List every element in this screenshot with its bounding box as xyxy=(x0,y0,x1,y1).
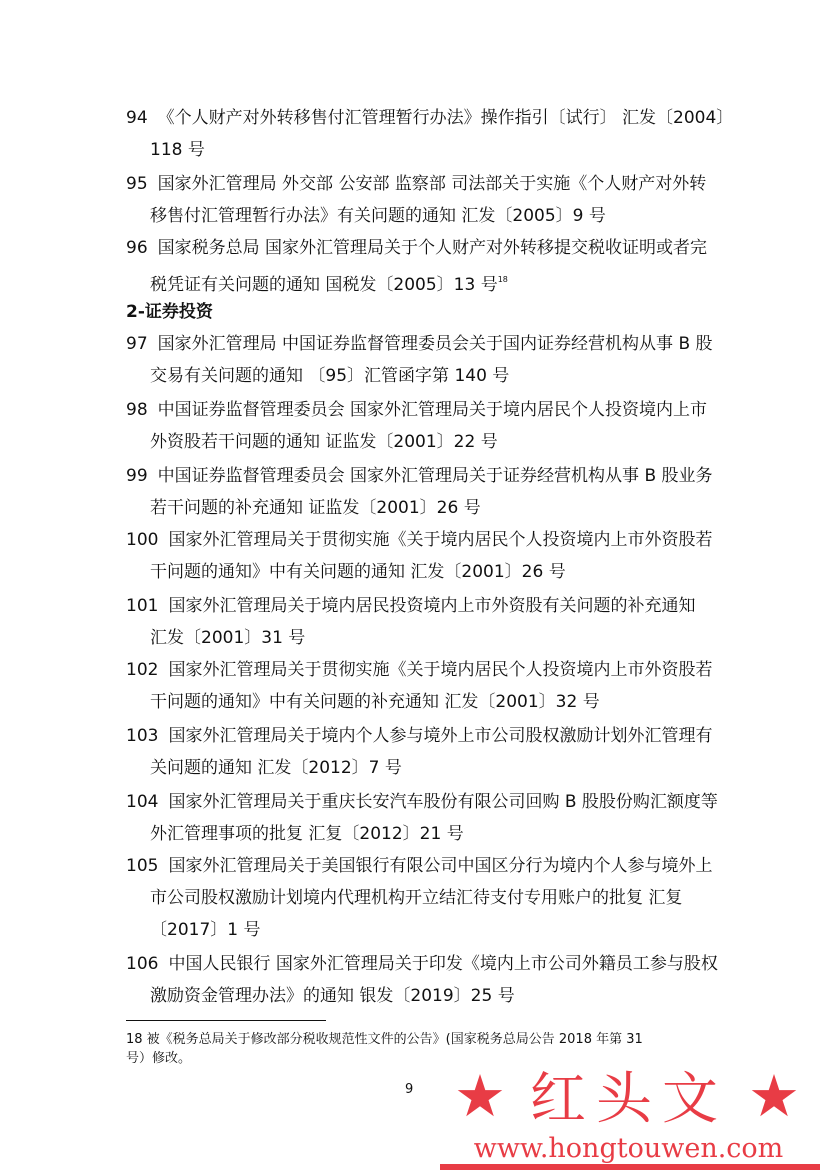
watermark-title: 红头文 xyxy=(530,1067,728,1132)
footnote-ref[interactable]: 18 xyxy=(497,275,508,284)
watermark-url: www.hongtouwen.com xyxy=(473,1133,784,1164)
watermark-underline xyxy=(440,1164,820,1170)
list-item: 98 中国证券监督管理委员会 国家外汇管理局关于境内居民个人投资境内上市 外资股若干问题的通知 证监发〔2001〕22 号 xyxy=(126,400,708,452)
list-item: 103 国家外汇管理局关于境内个人参与境外上市公司股权激励计划外汇管理有 关问题的通知 汇发〔2012〕7 号 xyxy=(126,726,713,778)
list-item: 94 《个人财产对外转移售付汇管理暂行办法》操作指引〔试行〕 汇发〔2004〕 118 号 xyxy=(126,108,734,160)
star-icon: ★ xyxy=(454,1062,506,1130)
section-heading: 2-证券投资 xyxy=(126,302,213,322)
list-item: 99 中国证券监督管理委员会 国家外汇管理局关于证券经营机构从事 B 股业务 若干问题的补充通知 证监发〔2001〕26 号 xyxy=(126,466,713,518)
footnote: 18 被《税务总局关于修改部分税收规范性文件的公告》(国家税务总局公告 2018 年第 31 号）修改。 xyxy=(126,1032,643,1066)
list-item: 106 中国人民银行 国家外汇管理局关于印发《境内上市公司外籍员工参与股权 激励资金管理办法》的通知 银发〔2019〕25 号 xyxy=(126,954,718,1006)
star-icon: ★ xyxy=(748,1062,800,1130)
list-item: 101 国家外汇管理局关于境内居民投资境内上市外资股有关问题的补充通知 汇发〔2001〕31 号 xyxy=(126,596,696,648)
watermark-logo xyxy=(430,1060,827,1170)
list-item: 100 国家外汇管理局关于贯彻实施《关于境内居民个人投资境内上市外资股若 干问题的通知》中有关问题的通知 汇发〔2001〕26 号 xyxy=(126,530,713,582)
page-number: 9 xyxy=(405,1082,414,1097)
list-item: 102 国家外汇管理局关于贯彻实施《关于境内居民个人投资境内上市外资股若 干问题的通知》中有关问题的补充通知 汇发〔2001〕32 号 xyxy=(126,660,713,712)
footnote-divider xyxy=(126,1020,326,1021)
list-item: 104 国家外汇管理局关于重庆长安汽车股份有限公司回购 B 股股份购汇额度等 外汇管理事项的批复 汇复〔2012〕21 号 xyxy=(126,792,718,844)
list-item: 105 国家外汇管理局关于美国银行有限公司中国区分行为境内个人参与境外上 市公司股权激励计划境内代理机构开立结汇待支付专用账户的批复 汇复 〔2017〕1 号 xyxy=(126,856,713,940)
list-item: 97 国家外汇管理局 中国证券监督管理委员会关于国内证券经营机构从事 B 股 交易有关问题的通知 〔95〕汇管函字第 140 号 xyxy=(126,334,713,386)
list-item: 96 国家税务总局 国家外汇管理局关于个人财产对外转移提交税收证明或者完 税凭证有关问题的通知 国税发〔2005〕13 号$^{18}$ xyxy=(126,238,708,295)
list-item: 95 国家外汇管理局 外交部 公安部 监察部 司法部关于实施《个人财产对外转 移售付汇管理暂行办法》有关问题的通知 汇发〔2005〕9 号 xyxy=(126,174,707,226)
